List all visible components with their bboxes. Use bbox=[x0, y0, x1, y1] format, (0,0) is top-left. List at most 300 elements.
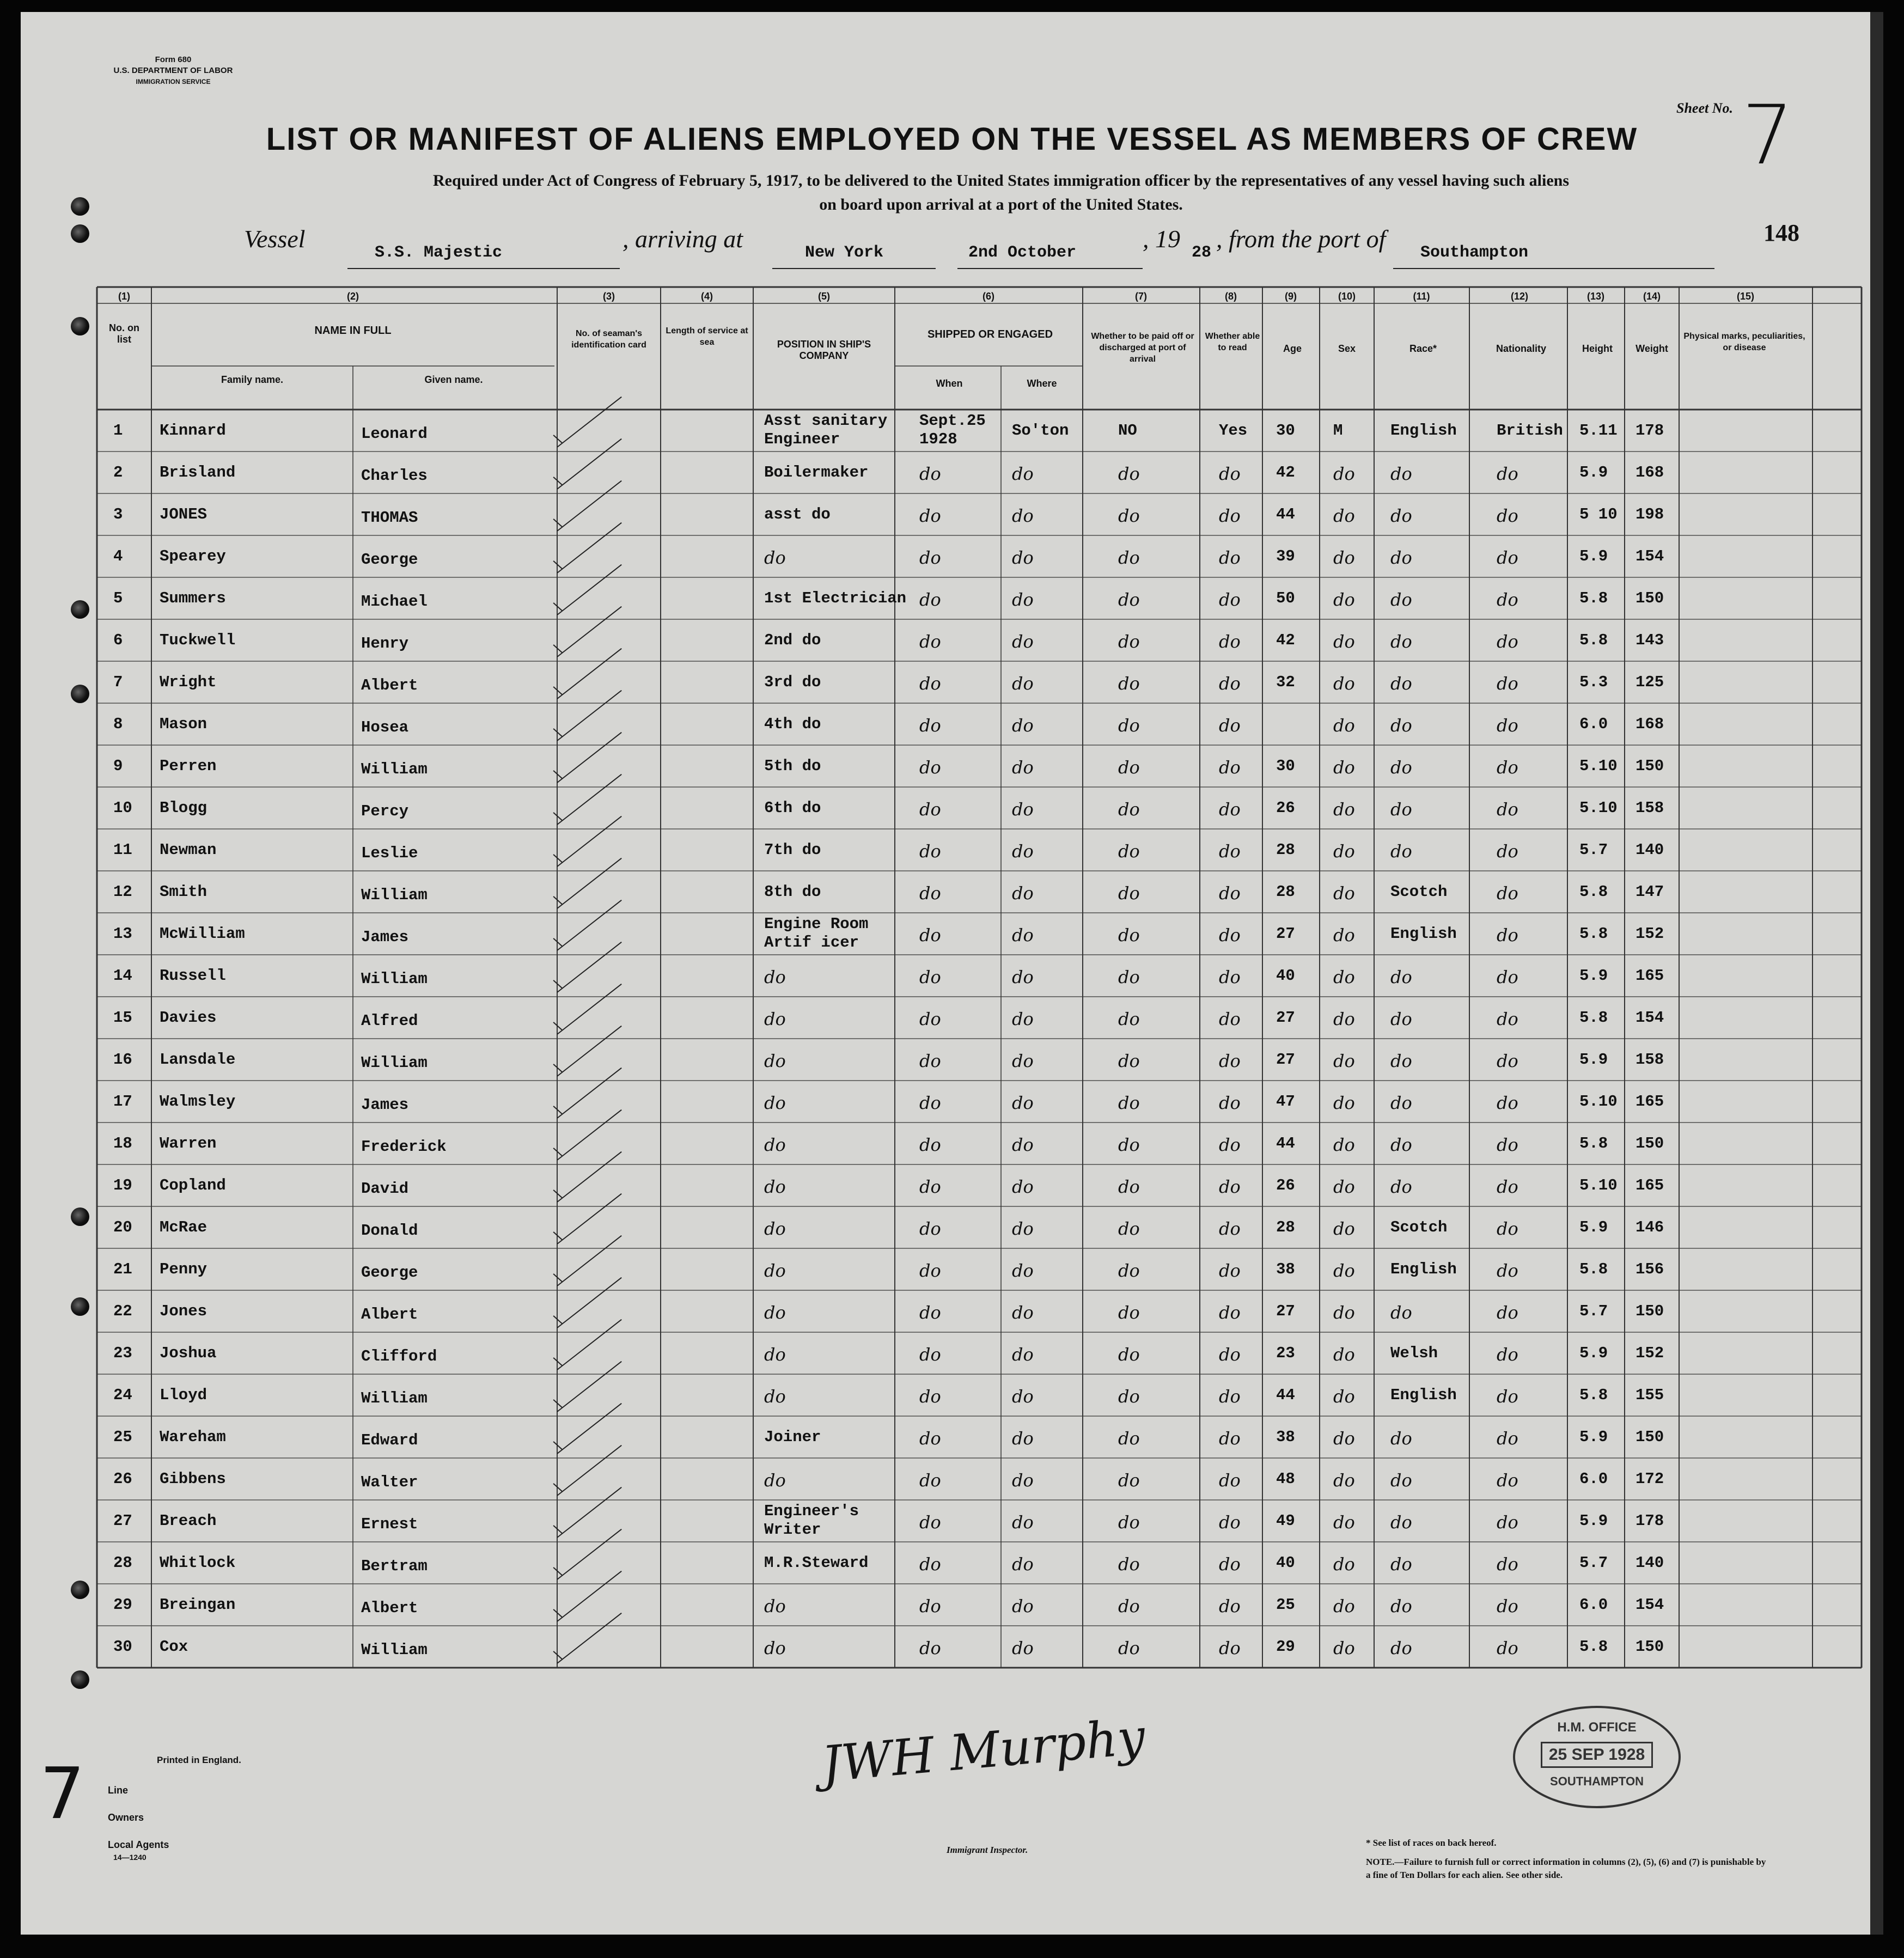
race: English bbox=[1390, 925, 1457, 943]
family-name: JONES bbox=[160, 505, 208, 523]
paid-off: do bbox=[1118, 757, 1140, 778]
family-name: Gibbens bbox=[160, 1470, 226, 1488]
family-name: Spearey bbox=[160, 547, 226, 565]
row-number: 6 bbox=[113, 631, 123, 649]
able-to-read: do bbox=[1219, 1428, 1241, 1449]
able-to-read: do bbox=[1219, 841, 1241, 862]
column-number: (15) bbox=[1736, 291, 1754, 302]
position: do bbox=[764, 1009, 786, 1029]
position: 4th do bbox=[764, 715, 821, 733]
sex: do bbox=[1333, 1638, 1355, 1658]
sex: do bbox=[1333, 925, 1355, 946]
shipped-when: do bbox=[919, 1051, 941, 1071]
position: 5th do bbox=[764, 757, 821, 775]
race: do bbox=[1390, 1093, 1412, 1113]
height: 5.9 bbox=[1579, 1512, 1608, 1530]
family-name: Newman bbox=[160, 841, 217, 859]
able-to-read: do bbox=[1219, 757, 1241, 778]
shipped-where: do bbox=[1012, 799, 1034, 820]
shipped-where: do bbox=[1012, 1344, 1034, 1365]
sex: do bbox=[1333, 1596, 1355, 1617]
printed-in: Printed in England. bbox=[157, 1755, 241, 1765]
column-number: (1) bbox=[118, 291, 130, 302]
given-name: Hosea bbox=[361, 718, 409, 736]
race: do bbox=[1390, 1176, 1412, 1197]
race: do bbox=[1390, 505, 1412, 526]
age: 42 bbox=[1276, 463, 1295, 481]
race: do bbox=[1390, 1009, 1412, 1029]
able-to-read: do bbox=[1219, 1260, 1241, 1281]
margin-mark: 7 bbox=[40, 1752, 85, 1835]
paid-off: do bbox=[1118, 925, 1140, 946]
height: 5.8 bbox=[1579, 1386, 1608, 1404]
nationality: do bbox=[1497, 1176, 1518, 1197]
nationality: do bbox=[1497, 1009, 1518, 1029]
paid-off: do bbox=[1118, 505, 1140, 526]
race: do bbox=[1390, 757, 1412, 778]
shipped-where: do bbox=[1012, 967, 1034, 987]
position: 7th do bbox=[764, 841, 821, 859]
age: 27 bbox=[1276, 1302, 1295, 1320]
weight: 152 bbox=[1636, 925, 1664, 943]
row-number: 18 bbox=[113, 1134, 132, 1152]
age: 47 bbox=[1276, 1093, 1295, 1111]
paid-off: NO bbox=[1118, 422, 1137, 440]
paid-off: do bbox=[1118, 589, 1140, 610]
able-to-read: do bbox=[1219, 1596, 1241, 1617]
nationality: do bbox=[1497, 1344, 1518, 1365]
age: 25 bbox=[1276, 1596, 1295, 1614]
nationality: do bbox=[1497, 841, 1518, 862]
position: 8th do bbox=[764, 883, 821, 901]
nationality: do bbox=[1497, 463, 1518, 484]
sex: do bbox=[1333, 1428, 1355, 1449]
column-number: (7) bbox=[1135, 291, 1147, 302]
header-physical-marks: Physical marks, peculiarities, or disease bbox=[1683, 332, 1805, 352]
weight: 140 bbox=[1636, 841, 1664, 859]
given-name: Frederick bbox=[361, 1138, 447, 1156]
nationality: do bbox=[1497, 1638, 1518, 1658]
age: 23 bbox=[1276, 1344, 1295, 1362]
given-name: James bbox=[361, 928, 409, 946]
vessel-label: Vessel bbox=[244, 225, 306, 253]
family-name: Brisland bbox=[160, 463, 236, 481]
row-number: 2 bbox=[113, 463, 123, 481]
weight: 154 bbox=[1636, 1596, 1664, 1614]
nationality: do bbox=[1497, 1512, 1518, 1533]
column-number: (6) bbox=[982, 291, 994, 302]
document-title: LIST OR MANIFEST OF ALIENS EMPLOYED ON THE VESSEL AS MEMBERS OF CREW bbox=[266, 121, 1638, 157]
height: 5.9 bbox=[1579, 1218, 1608, 1236]
paid-off: do bbox=[1118, 967, 1140, 987]
shipped-where: do bbox=[1012, 1512, 1034, 1533]
form-number: Form 680 bbox=[155, 55, 192, 64]
row-number: 3 bbox=[113, 505, 123, 523]
height: 5.8 bbox=[1579, 1009, 1608, 1027]
sex: do bbox=[1333, 1302, 1355, 1323]
header-age: Age bbox=[1283, 343, 1302, 354]
position: Engineer's Writer bbox=[764, 1502, 859, 1539]
family-name: Breach bbox=[160, 1512, 217, 1530]
nationality: do bbox=[1497, 1218, 1518, 1239]
service: IMMIGRATION SERVICE bbox=[136, 78, 211, 86]
page-number: 148 bbox=[1763, 219, 1799, 246]
able-to-read: do bbox=[1219, 1218, 1241, 1239]
age: 44 bbox=[1276, 1386, 1295, 1404]
weight: 198 bbox=[1636, 505, 1664, 523]
shipped-where: do bbox=[1012, 1134, 1034, 1155]
weight: 178 bbox=[1636, 422, 1664, 440]
footer-owners: Owners bbox=[108, 1812, 144, 1823]
height: 5.10 bbox=[1579, 799, 1618, 817]
weight: 158 bbox=[1636, 799, 1664, 817]
age: 40 bbox=[1276, 1554, 1295, 1572]
height: 5.7 bbox=[1579, 841, 1608, 859]
family-name: Jones bbox=[160, 1302, 208, 1320]
height: 5.9 bbox=[1579, 1051, 1608, 1069]
shipped-where: do bbox=[1012, 631, 1034, 652]
race: do bbox=[1390, 1134, 1412, 1155]
weight: 150 bbox=[1636, 1428, 1664, 1446]
race: do bbox=[1390, 631, 1412, 652]
shipped-where: So'ton bbox=[1012, 422, 1069, 440]
stamp-bottom: SOUTHAMPTON bbox=[1550, 1774, 1644, 1788]
position: do bbox=[764, 1260, 786, 1281]
nationality: do bbox=[1497, 1386, 1518, 1407]
sex: do bbox=[1333, 505, 1355, 526]
nationality: do bbox=[1497, 883, 1518, 904]
nationality: do bbox=[1497, 673, 1518, 694]
height: 5.9 bbox=[1579, 547, 1608, 565]
header-able-read: Whether able to read bbox=[1205, 332, 1260, 352]
able-to-read: do bbox=[1219, 799, 1241, 820]
able-to-read: do bbox=[1219, 967, 1241, 987]
family-name: McRae bbox=[160, 1218, 208, 1236]
shipped-where: do bbox=[1012, 1176, 1034, 1197]
family-name: Lansdale bbox=[160, 1051, 236, 1069]
shipped-where: do bbox=[1012, 463, 1034, 484]
height: 5 10 bbox=[1579, 505, 1618, 523]
family-name: Walmsley bbox=[160, 1093, 236, 1111]
family-name: Perren bbox=[160, 757, 217, 775]
shipped-when: do bbox=[919, 883, 941, 904]
column-number: (5) bbox=[818, 291, 830, 302]
sex: do bbox=[1333, 1093, 1355, 1113]
position: do bbox=[764, 967, 786, 987]
nationality: British bbox=[1497, 422, 1563, 440]
sex: do bbox=[1333, 799, 1355, 820]
age: 44 bbox=[1276, 505, 1295, 523]
nationality: do bbox=[1497, 547, 1518, 568]
shipped-where: do bbox=[1012, 589, 1034, 610]
shipped-when: do bbox=[919, 1512, 941, 1533]
column-number: (12) bbox=[1510, 291, 1528, 302]
age: 27 bbox=[1276, 1009, 1295, 1027]
row-number: 25 bbox=[113, 1428, 132, 1446]
paid-off: do bbox=[1118, 1260, 1140, 1281]
shipped-where: do bbox=[1012, 1638, 1034, 1658]
shipped-where: do bbox=[1012, 925, 1034, 946]
header-when: When bbox=[936, 378, 963, 389]
punch-hole bbox=[71, 1297, 89, 1316]
given-name: THOMAS bbox=[361, 509, 418, 527]
shipped-where: do bbox=[1012, 1218, 1034, 1239]
subtitle-line-1: Required under Act of Congress of February 5, 1917, to be delivered to the United States immigration officer by the representatives of any vessel having such aliens bbox=[433, 172, 1569, 190]
nationality: do bbox=[1497, 1051, 1518, 1071]
shipped-where: do bbox=[1012, 1470, 1034, 1491]
race: do bbox=[1390, 1596, 1412, 1617]
age: 50 bbox=[1276, 589, 1295, 607]
weight: 172 bbox=[1636, 1470, 1664, 1488]
given-name: Albert bbox=[361, 1306, 418, 1323]
shipped-when: do bbox=[919, 1386, 941, 1407]
given-name: George bbox=[361, 1264, 418, 1282]
age: 30 bbox=[1276, 422, 1295, 440]
paid-off: do bbox=[1118, 841, 1140, 862]
given-name: William bbox=[361, 760, 428, 778]
nationality: do bbox=[1497, 1596, 1518, 1617]
header-shipped: SHIPPED OR ENGAGED bbox=[927, 328, 1053, 340]
race: Scotch bbox=[1390, 883, 1448, 901]
height: 5.11 bbox=[1579, 422, 1618, 440]
height: 5.9 bbox=[1579, 1344, 1608, 1362]
shipped-where: do bbox=[1012, 1302, 1034, 1323]
shipped-when: do bbox=[919, 967, 941, 987]
sex: do bbox=[1333, 1470, 1355, 1491]
from-label: , from the port of bbox=[1216, 225, 1386, 253]
nationality: do bbox=[1497, 631, 1518, 652]
column-number: (14) bbox=[1643, 291, 1661, 302]
header-paid-off: Whether to be paid off or discharged at port of arrival bbox=[1091, 332, 1194, 364]
row-number: 27 bbox=[113, 1512, 132, 1530]
shipped-when: do bbox=[919, 1134, 941, 1155]
punch-hole bbox=[71, 600, 89, 619]
family-name: Cox bbox=[160, 1638, 188, 1656]
position: 2nd do bbox=[764, 631, 821, 649]
race: do bbox=[1390, 1512, 1412, 1533]
height: 5.9 bbox=[1579, 1428, 1608, 1446]
given-name: William bbox=[361, 1641, 428, 1659]
column-number: (2) bbox=[347, 291, 359, 302]
age: 28 bbox=[1276, 841, 1295, 859]
stamp-date: 25 SEP 1928 bbox=[1541, 1742, 1653, 1768]
shipped-when: do bbox=[919, 925, 941, 946]
position: do bbox=[764, 1386, 786, 1407]
height: 5.8 bbox=[1579, 589, 1608, 607]
header-family-name: Family name. bbox=[221, 374, 284, 385]
paid-off: do bbox=[1118, 1134, 1140, 1155]
column-number: (3) bbox=[603, 291, 615, 302]
punch-hole bbox=[71, 685, 89, 703]
sex: do bbox=[1333, 463, 1355, 484]
given-name: Leonard bbox=[361, 425, 428, 443]
paid-off: do bbox=[1118, 547, 1140, 568]
height: 5.3 bbox=[1579, 673, 1608, 691]
row-number: 23 bbox=[113, 1344, 132, 1362]
paid-off: do bbox=[1118, 883, 1140, 904]
able-to-read: do bbox=[1219, 883, 1241, 904]
punch-hole bbox=[71, 317, 89, 336]
shipped-where: do bbox=[1012, 673, 1034, 694]
able-to-read: do bbox=[1219, 1470, 1241, 1491]
weight: 146 bbox=[1636, 1218, 1664, 1236]
position: Joiner bbox=[764, 1428, 821, 1446]
weight: 165 bbox=[1636, 1093, 1664, 1111]
family-name: Tuckwell bbox=[160, 631, 236, 649]
shipped-when: do bbox=[919, 799, 941, 820]
family-name: Mason bbox=[160, 715, 208, 733]
position: do bbox=[764, 1051, 786, 1071]
department: U.S. DEPARTMENT OF LABOR bbox=[113, 66, 233, 75]
weight: 147 bbox=[1636, 883, 1664, 901]
footer-form-code: 14—1240 bbox=[113, 1853, 147, 1862]
weight: 150 bbox=[1636, 589, 1664, 607]
family-name: Wright bbox=[160, 673, 217, 691]
height: 5.8 bbox=[1579, 631, 1608, 649]
position: do bbox=[764, 1596, 786, 1617]
paid-off: do bbox=[1118, 1009, 1140, 1029]
shipped-where: do bbox=[1012, 1554, 1034, 1575]
paid-off: do bbox=[1118, 1218, 1140, 1239]
row-number: 28 bbox=[113, 1554, 132, 1572]
race: do bbox=[1390, 463, 1412, 484]
race: Scotch bbox=[1390, 1218, 1448, 1236]
weight: 178 bbox=[1636, 1512, 1664, 1530]
given-name: William bbox=[361, 1054, 428, 1072]
family-name: Penny bbox=[160, 1260, 208, 1278]
able-to-read: do bbox=[1219, 715, 1241, 736]
sex: do bbox=[1333, 1512, 1355, 1533]
shipped-when: do bbox=[919, 1470, 941, 1491]
shipped-when: do bbox=[919, 505, 941, 526]
column-number: (10) bbox=[1338, 291, 1356, 302]
weight: 125 bbox=[1636, 673, 1664, 691]
height: 5.10 bbox=[1579, 1093, 1618, 1111]
shipped-where: do bbox=[1012, 547, 1034, 568]
given-name: Leslie bbox=[361, 844, 418, 862]
shipped-when: do bbox=[919, 673, 941, 694]
inspector-label: Immigrant Inspector. bbox=[947, 1845, 1028, 1855]
sex: do bbox=[1333, 1386, 1355, 1407]
header-id-card: No. of seaman's identification card bbox=[571, 329, 646, 350]
able-to-read: do bbox=[1219, 673, 1241, 694]
family-name: Lloyd bbox=[160, 1386, 208, 1404]
age: 42 bbox=[1276, 631, 1295, 649]
race: do bbox=[1390, 1051, 1412, 1071]
race: do bbox=[1390, 1302, 1412, 1323]
family-name: Joshua bbox=[160, 1344, 217, 1362]
age: 32 bbox=[1276, 673, 1295, 691]
position: do bbox=[764, 547, 786, 568]
given-name: Donald bbox=[361, 1222, 418, 1240]
able-to-read: do bbox=[1219, 589, 1241, 610]
sex: do bbox=[1333, 673, 1355, 694]
race: do bbox=[1390, 1554, 1412, 1575]
row-number: 9 bbox=[113, 757, 123, 775]
sex: do bbox=[1333, 1218, 1355, 1239]
race: English bbox=[1390, 422, 1457, 440]
given-name: William bbox=[361, 970, 428, 988]
family-name: Whitlock bbox=[160, 1554, 236, 1572]
nationality: do bbox=[1497, 1260, 1518, 1281]
shipped-where: do bbox=[1012, 1386, 1034, 1407]
weight: 150 bbox=[1636, 1134, 1664, 1152]
position: Engine Room Artif icer bbox=[764, 915, 869, 951]
sex: do bbox=[1333, 967, 1355, 987]
row-number: 21 bbox=[113, 1260, 132, 1278]
shipped-where: do bbox=[1012, 715, 1034, 736]
row-number: 8 bbox=[113, 715, 123, 733]
weight: 154 bbox=[1636, 1009, 1664, 1027]
able-to-read: do bbox=[1219, 1554, 1241, 1575]
shipped-when: do bbox=[919, 841, 941, 862]
race: do bbox=[1390, 1470, 1412, 1491]
position: 3rd do bbox=[764, 673, 821, 691]
age: 44 bbox=[1276, 1134, 1295, 1152]
position: do bbox=[764, 1638, 786, 1658]
header-race: Race* bbox=[1409, 343, 1437, 354]
weight: 143 bbox=[1636, 631, 1664, 649]
able-to-read: do bbox=[1219, 1093, 1241, 1113]
able-to-read: do bbox=[1219, 1512, 1241, 1533]
weight: 150 bbox=[1636, 1638, 1664, 1656]
paid-off: do bbox=[1118, 1428, 1140, 1449]
sex: do bbox=[1333, 1134, 1355, 1155]
header-length-service: Length of service at sea bbox=[666, 326, 748, 347]
row-number: 7 bbox=[113, 673, 123, 691]
height: 5.8 bbox=[1579, 1260, 1608, 1278]
race: do bbox=[1390, 967, 1412, 987]
sheet-label: Sheet No. bbox=[1676, 100, 1733, 116]
sheet-number: 7 bbox=[1742, 88, 1794, 183]
given-name: Alfred bbox=[361, 1012, 418, 1030]
able-to-read: do bbox=[1219, 925, 1241, 946]
race: do bbox=[1390, 715, 1412, 736]
paid-off: do bbox=[1118, 1470, 1140, 1491]
manifest-sheet bbox=[21, 12, 1883, 1935]
shipped-when: do bbox=[919, 1260, 941, 1281]
age: 38 bbox=[1276, 1428, 1295, 1446]
row-number: 26 bbox=[113, 1470, 132, 1488]
position: asst do bbox=[764, 505, 831, 523]
column-number: (4) bbox=[701, 291, 713, 302]
position: Boilermaker bbox=[764, 463, 869, 481]
shipped-where: do bbox=[1012, 1009, 1034, 1029]
height: 6.0 bbox=[1579, 1470, 1608, 1488]
shipped-when: do bbox=[919, 589, 941, 610]
family-name: McWilliam bbox=[160, 925, 245, 943]
nationality: do bbox=[1497, 589, 1518, 610]
weight: 152 bbox=[1636, 1344, 1664, 1362]
shipped-when: do bbox=[919, 1009, 941, 1029]
nationality: do bbox=[1497, 1428, 1518, 1449]
sex: do bbox=[1333, 547, 1355, 568]
shipped-when: do bbox=[919, 1093, 941, 1113]
shipped-where: do bbox=[1012, 757, 1034, 778]
race: do bbox=[1390, 673, 1412, 694]
departure-port: Southampton bbox=[1420, 243, 1529, 262]
sex: do bbox=[1333, 1051, 1355, 1071]
able-to-read: Yes bbox=[1219, 422, 1248, 440]
paid-off: do bbox=[1118, 715, 1140, 736]
inspector-signature: JWH Murphy bbox=[819, 1708, 1148, 1794]
position: do bbox=[764, 1218, 786, 1239]
shipped-when: do bbox=[919, 547, 941, 568]
row-number: 5 bbox=[113, 589, 123, 607]
able-to-read: do bbox=[1219, 1386, 1241, 1407]
shipped-where: do bbox=[1012, 1596, 1034, 1617]
header-position: POSITION IN SHIP'S COMPANY bbox=[777, 339, 871, 361]
